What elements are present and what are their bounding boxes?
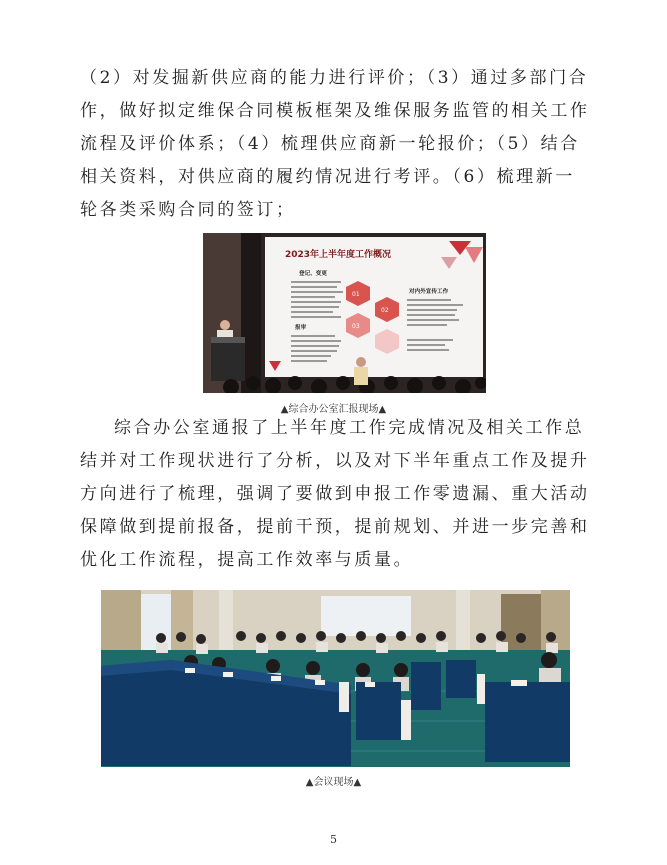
body-paragraph-1: （2）对发掘新供应商的能力进行评价；（3）通过多部门合作，做好拟定维保合同模板框架及维保服务监管的相关工作流程及评价体系；（4）梳理供应商新一轮报价；（5）结合相关资料，对供应商的履约情况进行考评。（6）梳理新一轮各类采购合同的签订； bbox=[80, 68, 590, 220]
slide-section1: 登记、变更 bbox=[299, 271, 327, 277]
caption-presentation: ▲综合办公室汇报现场▲ bbox=[280, 404, 387, 415]
presentation-illustration bbox=[203, 233, 486, 393]
caption-meeting: ▲会议现场▲ bbox=[305, 777, 362, 788]
meeting-illustration bbox=[101, 590, 570, 767]
slide-title: 2023年上半年度工作概况 bbox=[285, 250, 392, 260]
page-number: 5 bbox=[330, 833, 337, 846]
hex-label-01: 01 bbox=[352, 291, 360, 298]
hex-label-03: 03 bbox=[352, 323, 360, 330]
body-paragraph-2: 综合办公室通报了上半年度工作完成情况及相关工作总结并对工作现状进行了分析，以及对下半年重点工作及提升方向进行了梳理，强调了要做到申报工作零遗漏、重大活动保障做到提前报备，提前干预，提前规划、并进一步完善和优化工作流程，提高工作效率与质量。 bbox=[80, 418, 590, 570]
presentation-photo bbox=[203, 233, 486, 393]
slide-section3: 报审 bbox=[295, 325, 307, 331]
slide-section2: 对内外宣传工作 bbox=[409, 289, 449, 295]
conference-table-right bbox=[485, 682, 570, 762]
meeting-photo bbox=[101, 590, 570, 767]
hex-label-02: 02 bbox=[381, 307, 389, 314]
